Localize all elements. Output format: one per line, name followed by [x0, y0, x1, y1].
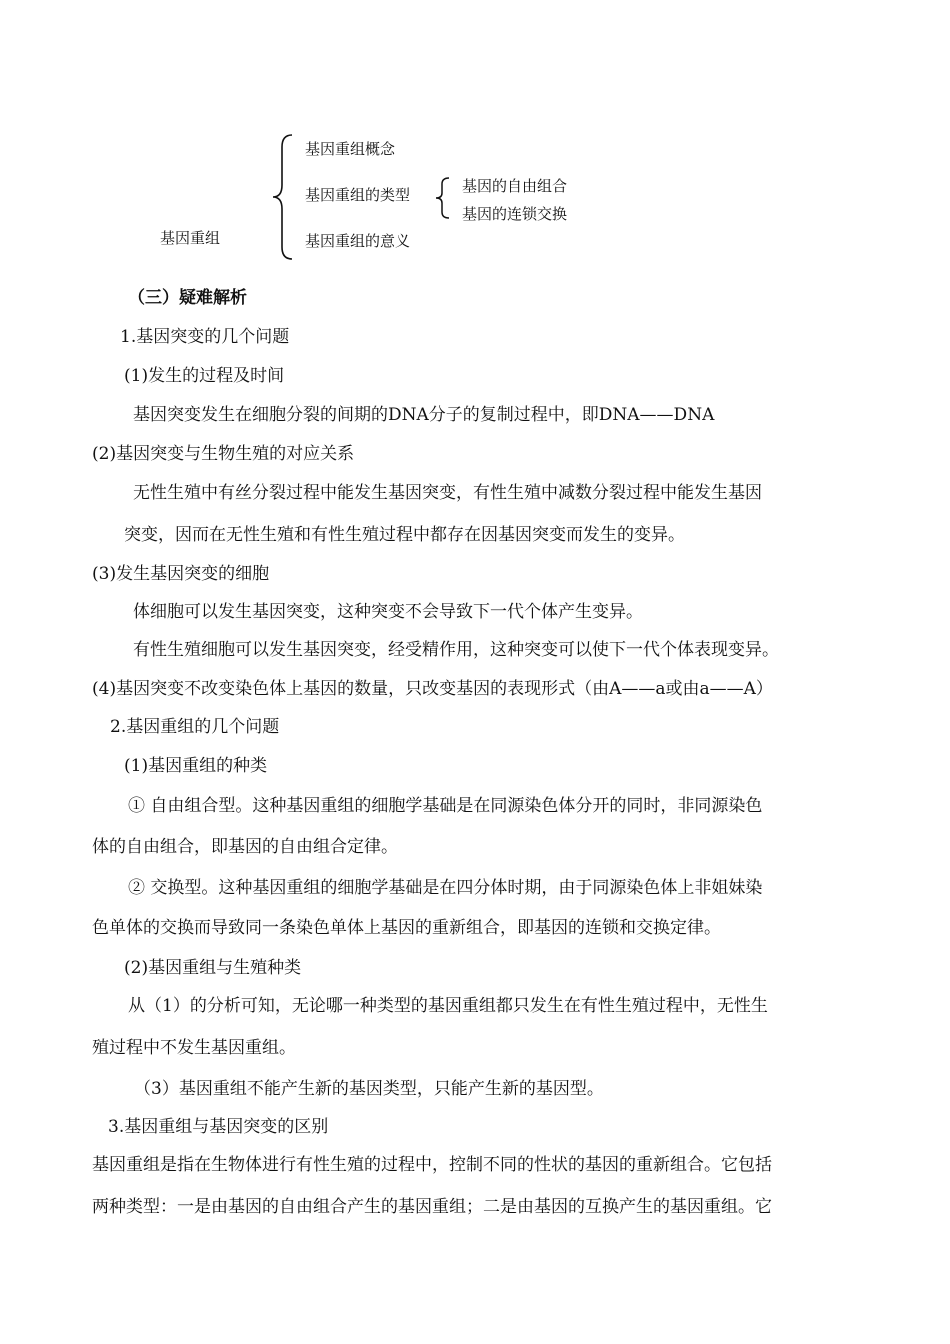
body-line: (3)发生基因突变的细胞	[92, 564, 270, 584]
large-brace	[270, 133, 294, 261]
diagram-item-significance: 基因重组的意义	[305, 232, 411, 250]
body-line: 殖过程中不发生基因重组。	[92, 1038, 296, 1058]
body-line: 两种类型：一是由基因的自由组合产生的基因重组；二是由基因的互换产生的基因重组。它	[92, 1197, 772, 1217]
body-line: (4)基因突变不改变染色体上基因的数量，只改变基因的表现形式（由A——a或由a——A）	[92, 679, 773, 699]
section-heading: （三）疑难解析	[128, 288, 247, 308]
diagram-subitem-linkage-exchange: 基因的连锁交换	[462, 205, 568, 223]
diagram-subitem-free-combination: 基因的自由组合	[462, 177, 568, 195]
diagram-item-concept: 基因重组概念	[305, 140, 396, 158]
body-line: 无性生殖中有丝分裂过程中能发生基因突变，有性生殖中减数分裂过程中能发生基因	[133, 483, 762, 503]
body-line: 突变，因而在无性生殖和有性生殖过程中都存在因基因突变而发生的变异。	[124, 525, 685, 545]
small-brace	[433, 176, 451, 220]
body-line: (1)基因重组的种类	[124, 756, 268, 776]
body-line: 体细胞可以发生基因突变，这种突变不会导致下一代个体产生变异。	[133, 602, 643, 622]
body-line: （3）基因重组不能产生新的基因类型，只能产生新的基因型。	[134, 1079, 604, 1099]
body-line: 基因重组是指在生物体进行有性生殖的过程中，控制不同的性状的基因的重新组合。它包括	[92, 1155, 772, 1175]
body-line: 从（1）的分析可知，无论哪一种类型的基因重组都只发生在有性生殖过程中，无性生	[128, 996, 768, 1016]
body-line: 体的自由组合，即基因的自由组合定律。	[92, 837, 398, 857]
body-line: 2.基因重组的几个问题	[110, 717, 280, 737]
body-line: 基因突变发生在细胞分裂的间期的DNA分子的复制过程中，即DNA——DNA	[133, 405, 715, 425]
body-line: ① 自由组合型。这种基因重组的细胞学基础是在同源染色体分开的同时，非同源染色	[128, 796, 763, 816]
body-line: 有性生殖细胞可以发生基因突变，经受精作用，这种突变可以使下一代个体表现变异。	[133, 640, 779, 660]
body-line: 3.基因重组与基因突变的区别	[108, 1117, 329, 1137]
diagram-root-label: 基因重组	[160, 229, 221, 247]
body-line: (1)发生的过程及时间	[124, 366, 285, 386]
diagram-item-types: 基因重组的类型	[305, 186, 411, 204]
body-line: (2)基因突变与生物生殖的对应关系	[92, 444, 355, 464]
body-line: ② 交换型。这种基因重组的细胞学基础是在四分体时期，由于同源染色体上非姐妹染	[128, 878, 763, 898]
body-line: 1.基因突变的几个问题	[120, 327, 290, 347]
body-line: 色单体的交换而导致同一条染色单体上基因的重新组合，即基因的连锁和交换定律。	[92, 918, 721, 938]
body-line: (2)基因重组与生殖种类	[124, 958, 302, 978]
